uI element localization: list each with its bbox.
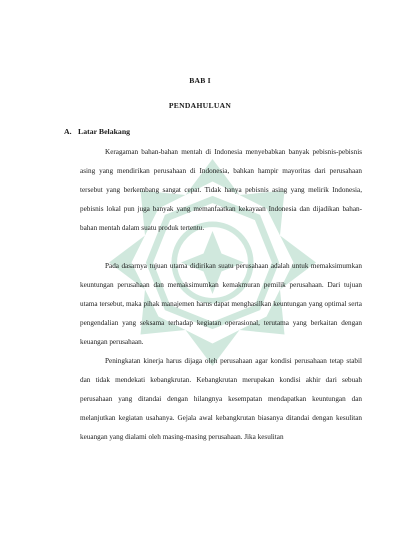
chapter-title: PENDAHULUAN	[168, 101, 232, 110]
paragraph-1: Keragaman bahan-bahan mentah di Indonesia menyebabkan banyak pebisnis-pebisnis asing yang mendirikan perusahaan di Indonesia, bahkan hampir mayoritas dari perusahaan tersebut yang berkembang sangat cepat. Tidak hanya pebisnis asing yang melirik Indonesia, pebisnis lokal pun juga banyak yang memanfaatkan kekayaan Indonesia dan dijadikan bahan-bahan mentah dalam suatu produk tertentu.	[80, 148, 362, 232]
chapter-label: BAB I	[189, 76, 211, 85]
paragraph-2: Pada dasarnya tujuan utama didirikan suatu perusahaan adalah untuk memaksimumkan keuntungan perusahaan dan memaksimumkan kemakmuran pemilik perusahaan. Dari tujuan utama tersebut, maka pihak manajemen harus dapat menghasilkan keuntungan yang optimal serta pengendalian yang seksama terhadap kegiatan operasional, terutama yang berkaitan dengan keuangan perusahaan.	[80, 262, 362, 346]
section-heading	[64, 122, 130, 141]
section-number: A.	[64, 127, 72, 136]
section-title: Latar Belakang	[78, 127, 131, 136]
paragraph-3: Peningkatan kinerja harus dijaga oleh perusahaan agar kondisi perusahaan tetap stabil dan tidak mendekati kebangkrutan. Kebangkrutan merupakan kondisi akhir dari sebuah perusahaan yang ditandai dengan hilangnya kesempatan mendapatkan keuntungan dan melanjutkan kegiatan usahanya. Gejala awal kebangkrutan biasanya ditandai dengan kesulitan keuangan yang dialami oleh masing-masing perusahaan. Jika kesulitan	[80, 357, 362, 441]
